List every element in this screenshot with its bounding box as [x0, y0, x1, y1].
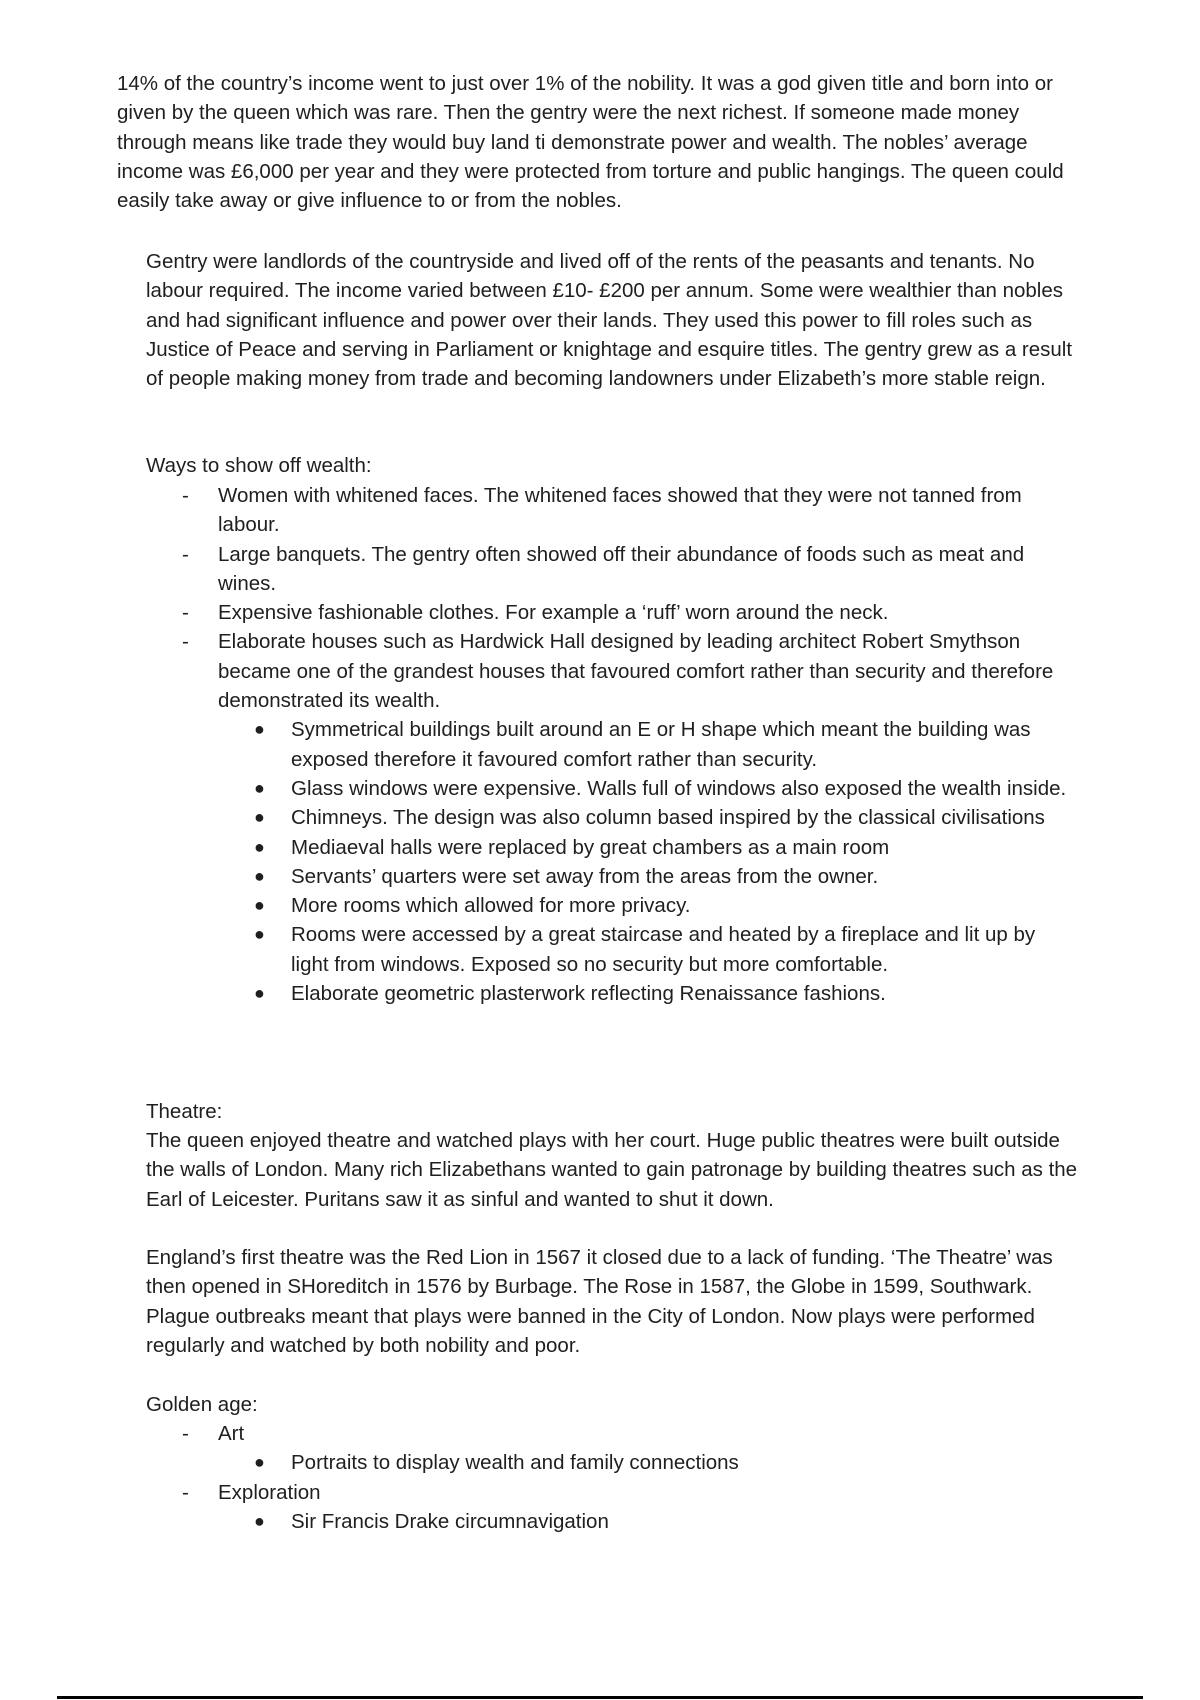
bullet-marker: ● — [254, 836, 265, 857]
bullet-marker: ● — [254, 865, 265, 886]
dash-marker: - — [182, 484, 189, 507]
list-item-text: Mediaeval halls were replaced by great chambers as a main room — [291, 835, 890, 859]
list-item — [146, 1478, 1078, 1537]
list-item — [218, 862, 1078, 891]
list-item — [218, 803, 1078, 832]
list-item — [218, 979, 1078, 1008]
wealth-list — [146, 481, 1078, 1008]
list-item — [146, 598, 1078, 627]
list-item — [218, 1507, 1078, 1536]
intro-paragraph: 14% of the country’s income went to just over 1% of the nobility. It was a god given title and born into or given by the queen which was rare. Then the gentry were the next richest. If someone made money through means like trade they would buy land ti demonstrate power and wealth. The nobles’ average income was £6,000 per year and they were protected from torture and public hangings. The queen could easily take away or give influence to or from the nobles. — [117, 72, 1064, 213]
list-item-text: Portraits to display wealth and family connections — [291, 1451, 739, 1475]
bullet-marker: ● — [254, 807, 265, 828]
bullet-marker: ● — [254, 1510, 265, 1531]
list-item-text: Symmetrical buildings built around an E or H shape which meant the building was exposed therefore it favoured comfort rather than security. — [291, 718, 1031, 771]
golden-sub-list — [218, 1448, 1078, 1477]
bullet-marker: ● — [254, 983, 265, 1004]
list-item — [218, 891, 1078, 920]
dash-marker: - — [182, 542, 189, 566]
list-item — [218, 920, 1078, 979]
list-item-text: Sir Francis Drake circumnavigation — [291, 1509, 609, 1533]
bullet-marker: ● — [254, 1452, 265, 1473]
list-item — [146, 540, 1078, 599]
theatre-paragraph-1: The queen enjoyed theatre and watched plays with her court. Huge public theatres were built outside the walls of London. Many rich Elizabethans wanted to gain patronage by building theatres such as the Earl of Leicester. Puritans saw it as sinful and wanted to shut it down. — [146, 1129, 1078, 1211]
bullet-marker: ● — [254, 924, 265, 945]
house-features-list — [218, 715, 1078, 1008]
list-item-text: Large banquets. The gentry often showed off their abundance of foods such as meat and wines. — [218, 542, 1025, 595]
list-item-text: More rooms which allowed for more privacy. — [291, 894, 691, 918]
theatre-heading: Theatre: — [146, 1100, 223, 1123]
list-item-text: Women with whitened faces. The whitened faces showed that they were not tanned from labour. — [218, 484, 1022, 537]
theatre-paragraph-2: England’s first theatre was the Red Lion in 1567 it closed due to a lack of funding. ‘The Theatre’ was then opened in SHoreditch in 1576 by Burbage. The Rose in 1587, the Globe in 1599, Southwark. Plague outbreaks meant that plays were banned in the City of London. Now plays were performed regularly and watched by both nobility and poor. — [146, 1246, 1053, 1357]
bullet-marker: ● — [254, 777, 265, 798]
list-item-text: Art — [218, 1422, 245, 1445]
list-item-text: Servants’ quarters were set away from the areas from the owner. — [291, 864, 879, 888]
list-item — [218, 1448, 1078, 1477]
list-item-text: Chimneys. The design was also column based inspired by the classical civilisations — [291, 806, 1045, 830]
bullet-marker: ● — [254, 895, 265, 916]
dash-marker: - — [182, 1480, 189, 1504]
dash-marker: - — [182, 1422, 189, 1445]
bullet-marker: ● — [254, 719, 265, 740]
golden-age-list — [146, 1419, 1078, 1536]
wealth-heading: Ways to show off wealth: — [146, 454, 372, 477]
list-item-text: Glass windows were expensive. Walls full of windows also exposed the wealth inside. — [291, 776, 1067, 800]
footer-rule — [57, 1696, 1143, 1699]
list-item — [146, 481, 1078, 540]
list-item-text: Expensive fashionable clothes. For example a ‘ruff’ worn around the neck. — [218, 601, 889, 625]
list-item — [146, 627, 1078, 1008]
list-item-text: Rooms were accessed by a great staircase and heated by a fireplace and lit up by light from windows. Exposed so no security but more comfortable. — [291, 923, 1036, 976]
dash-marker: - — [182, 601, 189, 625]
list-item-text: Elaborate geometric plasterwork reflecting Renaissance fashions. — [291, 982, 886, 1006]
gentry-paragraph: Gentry were landlords of the countryside and lived off of the rents of the peasants and tenants. No labour required. The income varied between £10- £200 per annum. Some were wealthier than nobles and had significant influence and power over their lands. They used this power to fill roles such as Justice of Peace and serving in Parliament or knightage and esquire titles. The gentry grew as a result of people making money from trade and becoming landowners under Elizabeth’s more stable reign. — [146, 250, 1073, 391]
dash-marker: - — [182, 630, 189, 654]
list-item — [146, 1419, 1078, 1478]
list-item-text: Elaborate houses such as Hardwick Hall designed by leading architect Robert Smythson became one of the grandest houses that favoured comfort rather than security and therefore demonstrated its wealth. — [218, 630, 1054, 713]
list-item — [218, 833, 1078, 862]
list-item — [218, 774, 1078, 803]
golden-sub-list — [218, 1507, 1078, 1536]
list-item — [218, 715, 1078, 774]
golden-age-heading: Golden age: — [146, 1393, 258, 1416]
list-item-text: Exploration — [218, 1480, 321, 1504]
